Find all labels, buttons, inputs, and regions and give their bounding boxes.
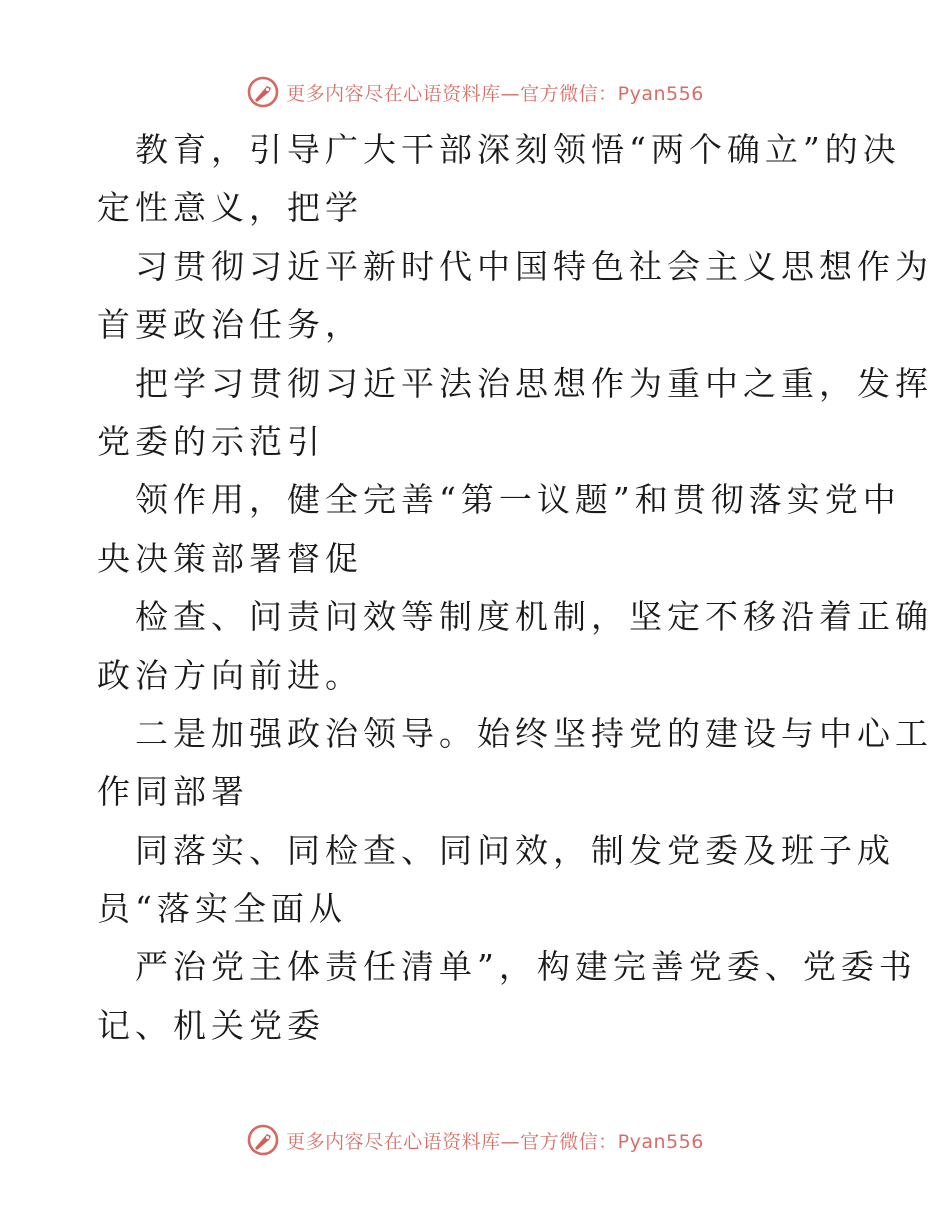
header-watermark <box>0 72 950 112</box>
text-line: 把学习贯彻习近平法治思想作为重中之重，发挥 <box>135 363 933 403</box>
text-line: 教育，引导广大干部深刻领悟“两个确立”的决 <box>135 130 901 169</box>
text-line: 习贯彻习近平新时代中国特色社会主义思想作为 <box>135 246 933 286</box>
text-line: 严治党主体责任清单”，构建完善党委、党委书 <box>135 947 917 987</box>
pen-nib-circle-icon <box>246 1123 280 1157</box>
document-body <box>97 121 933 1055</box>
text-line: 首要政治任务， <box>97 305 363 345</box>
footer-watermark <box>0 1120 950 1160</box>
text-line: 作同部署 <box>97 772 249 812</box>
text-line: 定性意义，把学 <box>97 188 363 228</box>
text-line: 领作用，健全完善“第一议题”和贯彻落实党中 <box>135 480 901 520</box>
text-line: 党委的示范引 <box>97 421 325 461</box>
text-line: 政治方向前进。 <box>97 655 363 695</box>
watermark-text: 更多内容尽在心语资料库—官方微信：Pyan556 <box>286 1130 704 1153</box>
text-line: 员“落实全面从 <box>97 889 347 929</box>
watermark-text: 更多内容尽在心语资料库—官方微信：Pyan556 <box>286 82 704 105</box>
text-line: 同落实、同检查、同问效，制发党委及班子成 <box>135 830 895 870</box>
text-line: 央决策部署督促 <box>97 538 363 578</box>
text-line: 检查、问责问效等制度机制，坚定不移沿着正确 <box>135 597 933 637</box>
text-line: 记、机关党委 <box>97 1005 325 1045</box>
pen-nib-circle-icon <box>246 75 280 109</box>
text-line: 二是加强政治领导。始终坚持党的建设与中心工 <box>135 713 933 753</box>
